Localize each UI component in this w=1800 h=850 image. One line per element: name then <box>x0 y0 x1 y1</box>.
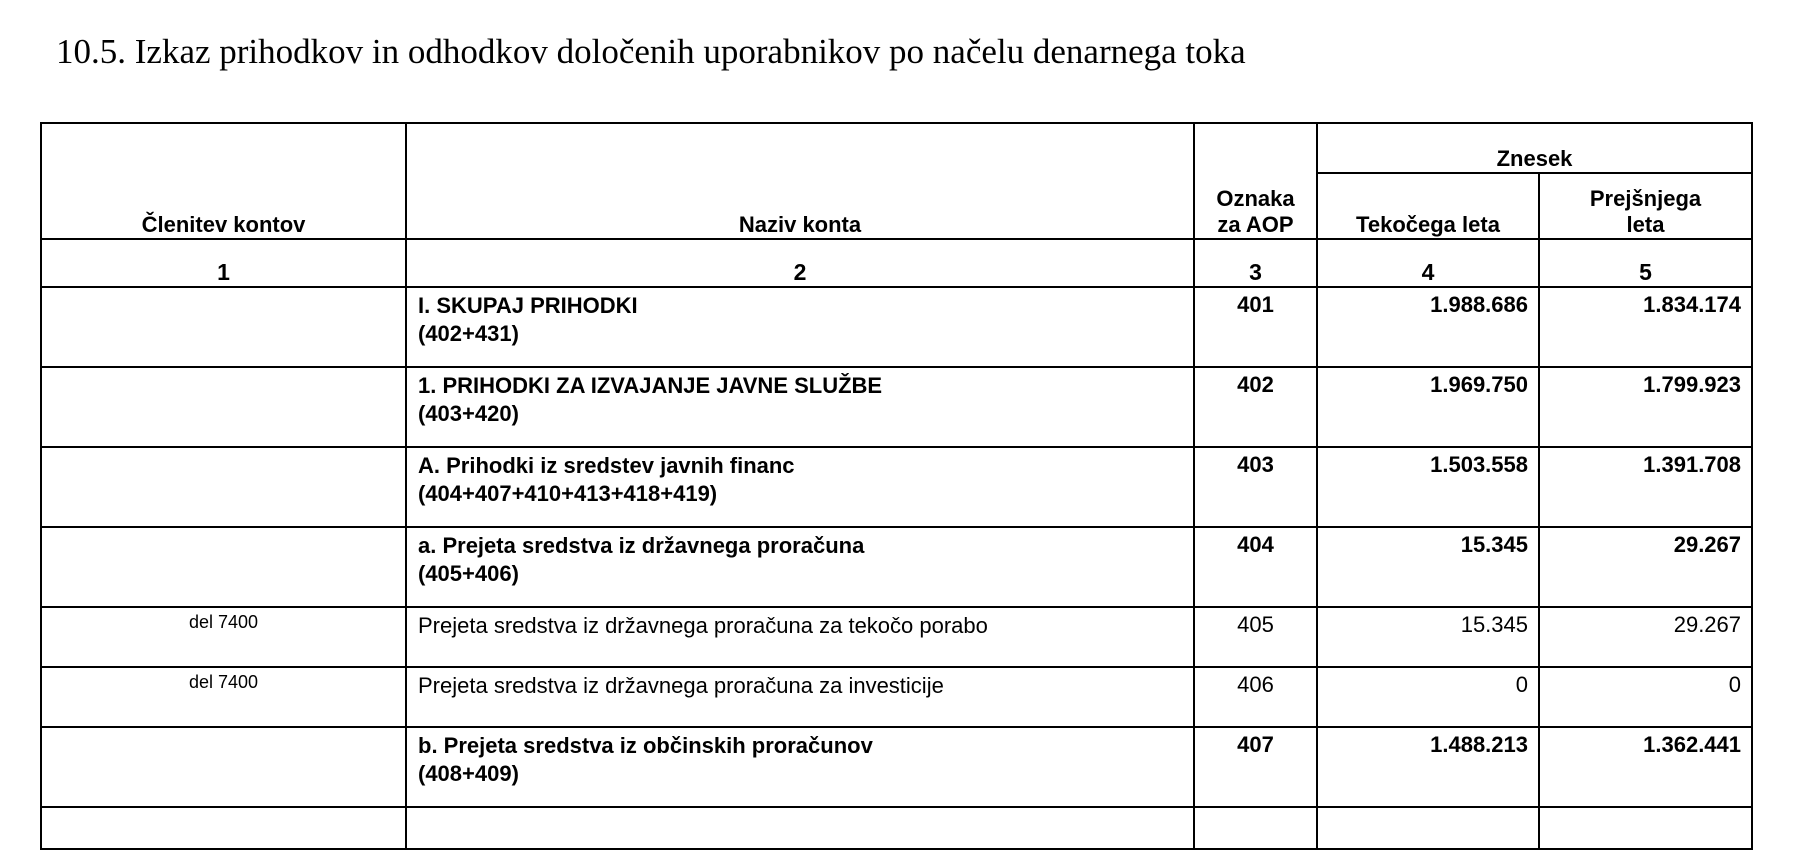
row-tekoce-leto: 1.969.750 <box>1317 367 1539 447</box>
row-naziv-line2: (405+406) <box>418 561 519 586</box>
row-naziv <box>406 447 1194 527</box>
row-naziv <box>406 667 1194 727</box>
row-aop: 405 <box>1194 607 1317 667</box>
row-naziv-line2: (402+431) <box>418 321 519 346</box>
header-oznaka-line1: Oznaka <box>1216 186 1295 211</box>
column-number-1: 1 <box>41 239 406 287</box>
income-expense-table <box>40 122 1753 850</box>
row-konto <box>41 287 406 367</box>
row-tekoce-leto: 1.503.558 <box>1317 447 1539 527</box>
column-number-4: 4 <box>1317 239 1539 287</box>
header-prejsnjega-line2: leta <box>1626 212 1665 237</box>
header-tekocega-leta: Tekočega leta <box>1317 173 1539 239</box>
row-aop: 403 <box>1194 447 1317 527</box>
row-aop-cut <box>1194 807 1317 849</box>
header-prejsnjega-leta <box>1539 173 1752 239</box>
table-row <box>41 667 1752 727</box>
header-oznaka-za-aop <box>1194 123 1317 239</box>
table-row <box>41 447 1752 527</box>
row-aop: 404 <box>1194 527 1317 607</box>
row-prejsnje-leto: 29.267 <box>1539 527 1752 607</box>
row-konto <box>41 527 406 607</box>
table-row <box>41 607 1752 667</box>
row-naziv <box>406 527 1194 607</box>
row-aop: 406 <box>1194 667 1317 727</box>
row-aop: 401 <box>1194 287 1317 367</box>
table-row <box>41 527 1752 607</box>
table-row <box>41 287 1752 367</box>
row-prejsnje-leto: 29.267 <box>1539 607 1752 667</box>
table-row <box>41 727 1752 807</box>
row-naziv-line1: Prejeta sredstva iz državnega proračuna za investicije <box>418 673 944 698</box>
header-znesek: Znesek <box>1317 123 1752 173</box>
page-title: 10.5. Izkaz prihodkov in odhodkov določenih uporabnikov po načelu denarnega toka <box>56 32 1246 71</box>
row-tekoce-leto: 0 <box>1317 667 1539 727</box>
row-naziv-line2: (403+420) <box>418 401 519 426</box>
row-naziv <box>406 287 1194 367</box>
row-tekoce-leto: 1.488.213 <box>1317 727 1539 807</box>
row-naziv-cut <box>406 807 1194 849</box>
row-naziv-line1: Prejeta sredstva iz državnega proračuna za tekočo porabo <box>418 613 988 638</box>
header-oznaka-line2: za AOP <box>1217 212 1294 237</box>
row-naziv-line1: a. Prejeta sredstva iz državnega proračuna <box>418 533 865 558</box>
row-naziv-line1: A. Prihodki iz sredstev javnih financ <box>418 453 795 478</box>
row-aop: 402 <box>1194 367 1317 447</box>
column-number-2: 2 <box>406 239 1194 287</box>
table-row-cut-off <box>41 807 1752 849</box>
row-naziv <box>406 367 1194 447</box>
header-prejsnjega-line1: Prejšnjega <box>1589 186 1702 211</box>
row-prejsnje-leto: 1.362.441 <box>1539 727 1752 807</box>
row-konto <box>41 447 406 527</box>
row-naziv-line1: 1. PRIHODKI ZA IZVAJANJE JAVNE SLUŽBE <box>418 373 883 398</box>
header-naziv-konta: Naziv konta <box>406 123 1194 239</box>
row-konto-cut <box>41 807 406 849</box>
row-tekoce-leto: 15.345 <box>1317 607 1539 667</box>
row-naziv-line1: b. Prejeta sredstva iz občinskih proračunov <box>418 733 873 758</box>
row-konto <box>41 367 406 447</box>
row-tekoce-leto: 1.988.686 <box>1317 287 1539 367</box>
row-konto <box>41 727 406 807</box>
row-tekoce-cut <box>1317 807 1539 849</box>
row-konto: del 7400 <box>41 667 406 727</box>
column-number-3: 3 <box>1194 239 1317 287</box>
header-clenitev-kontov: Členitev kontov <box>41 123 406 239</box>
row-aop: 407 <box>1194 727 1317 807</box>
row-prejsnje-leto: 1.391.708 <box>1539 447 1752 527</box>
row-naziv-line2: (408+409) <box>418 761 519 786</box>
row-prejsnje-cut <box>1539 807 1752 849</box>
row-naziv <box>406 727 1194 807</box>
row-prejsnje-leto: 1.834.174 <box>1539 287 1752 367</box>
row-tekoce-leto: 15.345 <box>1317 527 1539 607</box>
row-prejsnje-leto: 0 <box>1539 667 1752 727</box>
row-naziv <box>406 607 1194 667</box>
row-prejsnje-leto: 1.799.923 <box>1539 367 1752 447</box>
row-naziv-line1: I. SKUPAJ PRIHODKI <box>418 293 638 318</box>
row-naziv-line2: (404+407+410+413+418+419) <box>418 481 718 506</box>
table-row <box>41 367 1752 447</box>
row-konto: del 7400 <box>41 607 406 667</box>
column-number-5: 5 <box>1539 239 1752 287</box>
